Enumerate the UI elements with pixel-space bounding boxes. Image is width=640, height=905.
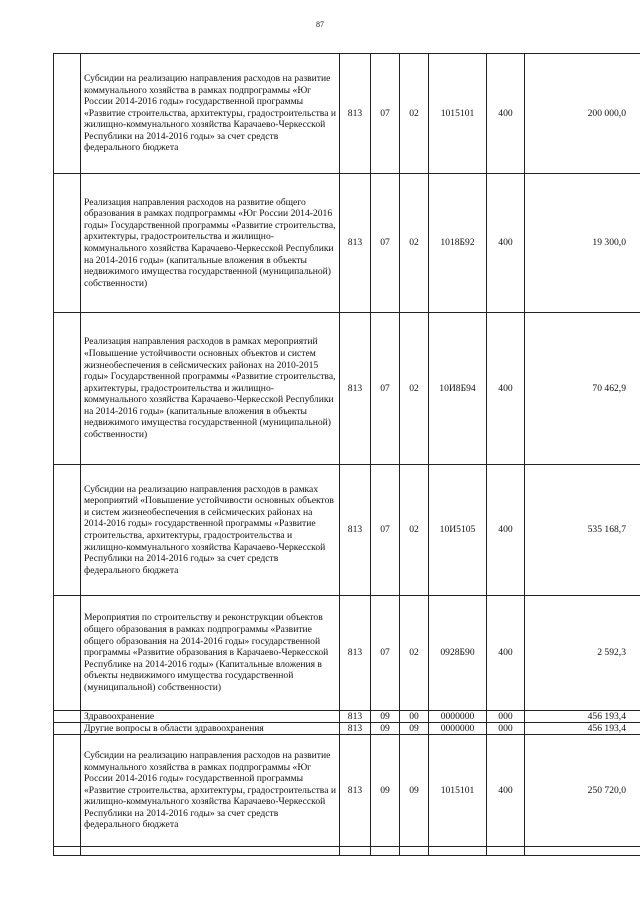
expense-name: Реализация направления расходов на развитие общего образования в рамках подпрограммы «Юг России 2014-2016 годы» Государственной программы «Развитие строительства, архитектуры, градостроительства и жилищно-коммунального хозяйства Карачаево-Черкесской Республики на 2014-2016 годы» (капитальные вложения в объекты недвижимого имущества государственной (муниципальной) собственности) [81, 174, 340, 313]
target-code: 1015101 [429, 735, 487, 847]
expense-name: Мероприятия по строительству и реконструкции объектов общего образования в рамках подпрограммы «Развитие общего образования на 2014-2016 годы» государственной программы «Развитие образования в Карачаево-Черкесской Республике на 2014-2016 годы» (Капитальные вложения в объекты недвижимого имущества государственной (муниципальной) собственности) [81, 596, 340, 711]
subsection-code: 09 [400, 723, 429, 735]
expense-type-code: 400 [487, 465, 525, 596]
amount: 70 462,9 [525, 313, 640, 465]
empty-cell [487, 847, 525, 856]
expense-type-code: 000 [487, 723, 525, 735]
amount: 2 592,3 [525, 596, 640, 711]
amount: 456 193,4 [525, 711, 640, 723]
expense-type-code: 400 [487, 174, 525, 313]
table-row [54, 174, 640, 313]
empty-cell [54, 735, 81, 847]
ministry-code: 813 [340, 313, 371, 465]
target-code: 10И5105 [429, 465, 487, 596]
section-code: 09 [371, 723, 400, 735]
empty-cell [54, 847, 81, 856]
table-row [54, 596, 640, 711]
budget-table [53, 53, 640, 856]
expense-type-code: 400 [487, 54, 525, 174]
target-code: 0000000 [429, 723, 487, 735]
subsection-code: 02 [400, 54, 429, 174]
table-row [54, 847, 640, 856]
expense-name: Здравоохранение [81, 711, 340, 723]
expense-name: Другие вопросы в области здравоохранения [81, 723, 340, 735]
expense-name: Субсидии на реализацию направления расходов на развитие коммунального хозяйства в рамках подпрограммы «Юг России 2014-2016 годы» государственной программы «Развитие строительства, архитектуры, градостроительства и жилищно-коммунального хозяйства Карачаево-Черкесской Республики на 2014-2016 годы» за счет средств федерального бюджета [81, 54, 340, 174]
table-row [54, 465, 640, 596]
empty-cell [340, 847, 371, 856]
section-code: 07 [371, 596, 400, 711]
empty-cell [54, 313, 81, 465]
target-code: 1018Б92 [429, 174, 487, 313]
empty-cell [54, 54, 81, 174]
empty-cell [54, 711, 81, 723]
section-code: 07 [371, 54, 400, 174]
expense-name: Субсидии на реализацию направления расходов в рамках мероприятий «Повышение устойчивости основных объектов и систем жизнеобеспечения в сейсмических районах на 2014-2016 годы» государственной программы «Развитие строительства, архитектуры, градостроительства и жилищно-коммунального хозяйства Карачаево-Черкесской Республики на 2014-2016 годы» за счет средств федерального бюджета [81, 465, 340, 596]
ministry-code: 813 [340, 723, 371, 735]
expense-type-code: 400 [487, 735, 525, 847]
empty-cell [54, 174, 81, 313]
section-code: 07 [371, 465, 400, 596]
empty-cell [400, 847, 429, 856]
empty-cell [429, 847, 487, 856]
table-row [54, 313, 640, 465]
expense-name: Субсидии на реализацию направления расходов на развитие коммунального хозяйства в рамках подпрограммы «Юг России 2014-2016 годы» государственной программы «Развитие строительства, архитектуры, градостроительства и жилищно-коммунального хозяйства Карачаево-Черкесской Республики на 2014-2016 годы» за счет средств федерального бюджета [81, 735, 340, 847]
section-code: 09 [371, 735, 400, 847]
subsection-code: 02 [400, 596, 429, 711]
amount: 200 000,0 [525, 54, 640, 174]
amount: 535 168,7 [525, 465, 640, 596]
subsection-code: 02 [400, 174, 429, 313]
ministry-code: 813 [340, 174, 371, 313]
empty-cell [525, 847, 640, 856]
empty-cell [54, 723, 81, 735]
table-row [54, 54, 640, 174]
ministry-code: 813 [340, 596, 371, 711]
section-code: 09 [371, 711, 400, 723]
target-code: 0928Б90 [429, 596, 487, 711]
expense-type-code: 400 [487, 313, 525, 465]
subsection-code: 02 [400, 313, 429, 465]
amount: 250 720,0 [525, 735, 640, 847]
target-code: 0000000 [429, 711, 487, 723]
ministry-code: 813 [340, 465, 371, 596]
amount: 456 193,4 [525, 723, 640, 735]
expense-type-code: 000 [487, 711, 525, 723]
expense-name: Реализация направления расходов в рамках мероприятий «Повышение устойчивости основных объектов и систем жизнеобеспечения в сейсмических районах на 2010-2015 годы» Государственной программы «Развитие строительства, архитектуры, градостроительства и жилищно-коммунального хозяйства Карачаево-Черкесской Республики на 2014-2016 годы» (капитальные вложения в объекты недвижимого имущества государственной (муниципальной) собственности) [81, 313, 340, 465]
table-row [54, 711, 640, 723]
ministry-code: 813 [340, 711, 371, 723]
subsection-code: 09 [400, 735, 429, 847]
page-number: 87 [316, 20, 324, 29]
target-code: 10И8Б94 [429, 313, 487, 465]
empty-cell [81, 847, 340, 856]
empty-cell [371, 847, 400, 856]
empty-cell [54, 596, 81, 711]
subsection-code: 02 [400, 465, 429, 596]
section-code: 07 [371, 313, 400, 465]
target-code: 1015101 [429, 54, 487, 174]
expense-type-code: 400 [487, 596, 525, 711]
section-code: 07 [371, 174, 400, 313]
subsection-code: 00 [400, 711, 429, 723]
amount: 19 300,0 [525, 174, 640, 313]
table-row [54, 735, 640, 847]
ministry-code: 813 [340, 735, 371, 847]
empty-cell [54, 465, 81, 596]
table-row [54, 723, 640, 735]
ministry-code: 813 [340, 54, 371, 174]
